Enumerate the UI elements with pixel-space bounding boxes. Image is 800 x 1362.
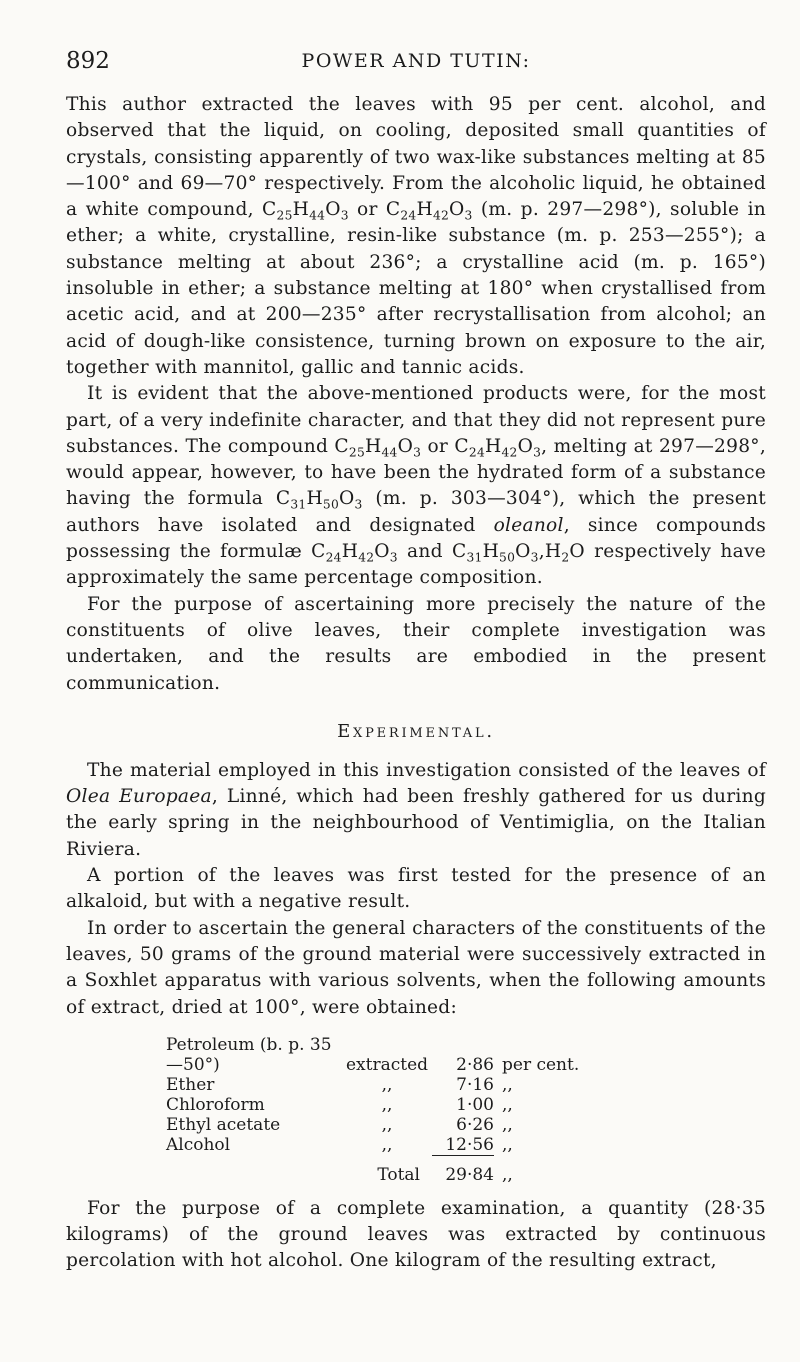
solvent-name: Alcohol bbox=[166, 1135, 231, 1156]
running-title: POWER AND TUTIN: bbox=[301, 50, 531, 72]
extract-value: 7·16 bbox=[456, 1074, 494, 1095]
extract-value: 1·00 bbox=[456, 1094, 494, 1115]
extracted-label: ,, bbox=[381, 1135, 393, 1156]
p2-text-f: and bbox=[397, 541, 452, 563]
page-header bbox=[66, 48, 766, 78]
formula-c25h44o3: $C_{25}H_{44}O_3$ bbox=[334, 435, 422, 460]
paragraph-5: A portion of the leaves was first tested for the presence of an alkaloid, but with a negative result. bbox=[66, 865, 766, 913]
table-row bbox=[166, 1095, 579, 1115]
species-name: Olea Europaea bbox=[66, 786, 212, 808]
table-row bbox=[166, 1075, 579, 1095]
p2-text-c: , melting at 297—298°, would appear, however, to have been the hydrated form of a substance having the formula bbox=[66, 435, 767, 510]
paragraph-2 bbox=[66, 381, 766, 591]
oleanol-term: oleanol bbox=[493, 514, 564, 536]
extract-unit: ,, bbox=[502, 1074, 513, 1095]
paragraph-3: For the purpose of ascertaining more precisely the nature of the constituents of olive leaves, their complete investigation was undertaken, and the results are embodied in the present communication. bbox=[66, 593, 766, 694]
p1-text-a: This author extracted the leaves with 95 per cent. alcohol, and observed that the liquid, on cooling, deposited small quantities of crystals, consisting apparently of two wax-like substances melting at 85—100° and 69—70° respectively. From the alcoholic liquid, he obtained a white compound, bbox=[66, 94, 766, 221]
p1-text-b: or bbox=[348, 199, 386, 221]
formula-c25h44o3: $C_{25}H_{44}O_3$ bbox=[262, 199, 349, 223]
paragraph-6: In order to ascertain the general characters of the constituents of the leaves, 50 grams of the ground material were successively extracted in a Soxhlet apparatus with various solvents, when the following amounts of extract, dried at 100°, were obtained: bbox=[66, 917, 766, 1018]
total-row bbox=[166, 1155, 579, 1186]
total-label: Total bbox=[377, 1164, 420, 1185]
solvent-name: Ethyl acetate bbox=[166, 1114, 281, 1135]
paragraph-4 bbox=[66, 758, 766, 863]
formula-c24h42o3: $C_{24}H_{42}O_3$ bbox=[311, 541, 398, 565]
total-value: 29·84 bbox=[432, 1155, 494, 1186]
extracted-label: extracted bbox=[345, 1054, 429, 1075]
p2-text-d: (m. p. 303—304°), which the present authors have isolated and designated bbox=[66, 488, 766, 536]
page-body bbox=[66, 92, 766, 1275]
table-row bbox=[166, 1035, 579, 1075]
p1-text-c: (m. p. 297—298°), soluble in ether; a white, crystalline, resin-like substance (m. p. 253—255°); a substance melting at about 236°; a crystalline acid (m. p. 165°) insoluble in ether; a substance melting at 180° when crystallised from acetic acid, and at 200—235° after recrystallisation from alcohol; an acid of dough-like consistence, turning brown on exposure to the air, together with mannitol, gallic and tannic acids. bbox=[66, 199, 766, 378]
formula-c31h50o3: $C_{31}H_{50}O_3$ bbox=[275, 488, 363, 512]
extract-value: 12·56 bbox=[445, 1134, 494, 1155]
section-heading-experimental: Experimental. bbox=[337, 720, 495, 742]
extracted-label: ,, bbox=[381, 1114, 393, 1135]
solvent-name: Chloroform bbox=[166, 1094, 265, 1115]
page-number: 892 bbox=[66, 48, 110, 74]
formula-c24h42o3: $C_{24}H_{42}O_3$ bbox=[385, 199, 473, 223]
extract-value: 6·26 bbox=[456, 1114, 494, 1135]
table-row bbox=[166, 1135, 579, 1156]
extract-unit: ,, bbox=[502, 1135, 513, 1156]
solvent-name: Ether bbox=[166, 1074, 215, 1095]
extract-unit: ,, bbox=[502, 1094, 513, 1115]
extract-unit: ,, bbox=[502, 1114, 513, 1135]
p2-text-g: respectively have approximately the same percentage composition. bbox=[66, 541, 766, 589]
p2-text-b: or bbox=[421, 435, 455, 457]
paragraph-7: For the purpose of a complete examination, a quantity (28·35 kilograms) of the ground leaves was extracted by continuous percolation with hot alcohol. One kilogram of the resulting extract, bbox=[66, 1197, 766, 1272]
p4-text-b: , Linné, which had been freshly gathered for us during the early spring in the neighbourhood of Ventimiglia, on the Italian Riviera. bbox=[66, 786, 766, 860]
p2-text-a: It is evident that the above-mentioned products were, for the most part, of a very indefinite character, and that they did not represent pure substances. The compound bbox=[66, 383, 766, 457]
formula-c31h50o3-h2o: $C_{31}H_{50}O_3,H_2O$ bbox=[451, 541, 585, 565]
extract-value: 2·86 bbox=[456, 1054, 494, 1075]
p4-text-a: The material employed in this investigation consisted of the leaves of bbox=[87, 759, 766, 781]
extract-table bbox=[166, 1035, 579, 1186]
p2-text-e: , since compounds possessing the formulæ bbox=[66, 514, 767, 563]
solvent-name: Petroleum (b. p. 35—50°) bbox=[166, 1034, 332, 1075]
extracted-label: ,, bbox=[381, 1094, 393, 1115]
paragraph-1 bbox=[66, 92, 766, 381]
extracted-label: ,, bbox=[381, 1074, 393, 1095]
extract-unit: per cent. bbox=[502, 1054, 580, 1075]
formula-c24h42o3: $C_{24}H_{42}O_3$ bbox=[454, 435, 542, 460]
total-unit: ,, bbox=[502, 1164, 513, 1185]
table-row bbox=[166, 1115, 579, 1135]
